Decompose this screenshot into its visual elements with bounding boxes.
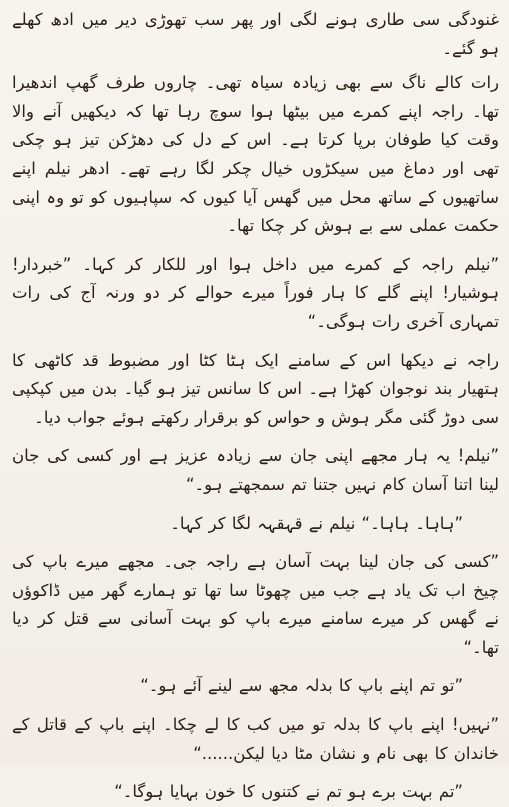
paragraph-1: غنودگی سی طاری ہونے لگی اور پھر سب تھوڑی دیر میں ادھ کھلے ہو گئے۔ [12,10,499,58]
paragraph-3: ”نیلم راجہ کے کمرے میں داخل ہوا اور للکار کر کہا۔ ”خبردار! ہوشیار! اپنے گلے کا ہار فوراً میرے حوالے کر دو ورنہ آج کی رات تمہاری آخری رات ہوگی۔“ [12,254,499,331]
paragraph-10: ”تم بہت برے ہو تم نے کتنوں کا خون بہایا ہوگا۔“ [114,782,463,802]
paragraph-6: ”ہاہا۔ ہاہا۔“ نیلم نے قہقہہ لگا کر کہا۔ [170,513,463,533]
paragraph-7: ”کسی کی جان لینا بہت آسان ہے راجہ جی۔ مجھے میرے باپ کی چیخ اب تک یاد ہے جب میں چھوٹا سا تھا تو ہمارے گھر میں ڈاکوؤں نے گھس کر میرے سامنے میرے باپ کو بہت آسانی سے قتل کر دیا تھا۔“ [12,552,499,657]
paragraph-5: ”نیلم! یہ ہار مجھے اپنی جان سے زیادہ عزیز ہے اور کسی کی جان لینا اتنا آسان کام نہیں جتنا تم سمجھتے ہو۔“ [12,446,499,494]
paragraph-9: ”نہیں! اپنے باپ کا بدلہ تو میں کب کا لے چکا۔ اپنے باپ کے قاتل کے خاندان کا بھی نام و نشان مٹا دیا لیکن......“ [12,715,499,763]
paragraph-8: ”تو تم اپنے باپ کا بدلہ مجھ سے لینے آئے ہو۔“ [140,676,463,696]
paragraph-4: راجہ نے دیکھا اس کے سامنے ایک ہٹا کٹا اور مضبوط قد کاٹھی کا ہتھیار بند نوجوان کھڑا ہے۔ اس کا سانس تیز ہو گیا۔ بدن میں کپکپی سی دوڑ گئی مگر ہوش و حواس کو برقرار رکھتے ہوئے جواب دیا۔ [12,350,499,427]
story-text [12,6,499,802]
paragraph-2: رات کالے ناگ سے بھی زیادہ سیاہ تھی۔ چاروں طرف گھپ اندھیرا تھا۔ راجہ اپنے کمرے میں بیٹھا ہوا سوچ رہا تھا کہ دیکھیں آنے والا وقت کیا طوفان برپا کرتا ہے۔ اس کے دل کی دھڑکن تیز ہو چکی تھی اور دماغ میں سیکڑوں خیال چکر لگا رہے تھے۔ ادھر نیلم اپنے ساتھیوں کے ساتھ محل میں گھس آیا کیوں کہ سپاہیوں کو تو وہ اپنی حکمت عملی سے بے ہوش کر چکا تھا۔ [12,73,499,236]
